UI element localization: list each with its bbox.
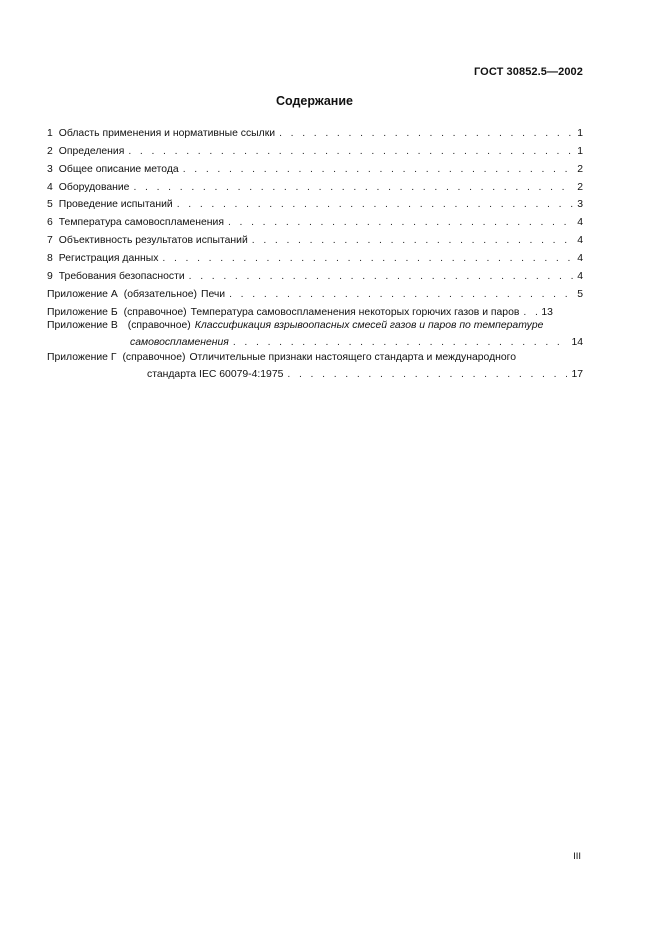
appendix-label: Приложение А — [47, 288, 118, 300]
toc-entry-number: 2 — [47, 145, 53, 157]
toc-entry-number: 5 — [47, 199, 53, 211]
appendix-kind: (справочное) — [123, 306, 187, 318]
toc-entry-number: 3 — [47, 163, 53, 175]
toc-entry-page: 2 — [577, 181, 583, 193]
dot-leader — [183, 163, 574, 176]
dot-leader — [252, 234, 573, 247]
toc-entry-page: 4 — [577, 235, 583, 247]
toc-entry-1[interactable] — [47, 122, 583, 140]
dot-leader — [279, 127, 573, 140]
toc-entry-title: Регистрация данных — [58, 253, 159, 265]
toc-appendix-a[interactable] — [47, 283, 583, 301]
toc-entry-title: Оборудование — [58, 181, 130, 193]
toc-entry-page: 2 — [577, 163, 583, 175]
toc-entry-3[interactable] — [47, 158, 583, 176]
toc-entry-title: Объективность результатов испытаний — [58, 235, 248, 247]
appendix-title-line1: Отличительные признаки настоящего стандарта и международного — [189, 351, 517, 363]
appendix-page: 14 — [571, 336, 583, 348]
toc-entry-page: 4 — [577, 271, 583, 283]
toc-title: Содержание — [275, 94, 353, 108]
toc-entry-9[interactable] — [47, 265, 583, 283]
appendix-kind: (справочное) — [122, 351, 186, 363]
dot-leader — [229, 288, 573, 301]
page-folio: III — [573, 851, 581, 862]
toc-entry-number: 7 — [47, 235, 53, 247]
appendix-page: 5 — [577, 288, 583, 300]
toc-entry-6[interactable] — [47, 211, 583, 229]
appendix-title-line2: стандарта IEC 60079-4:1975 — [147, 368, 284, 380]
appendix-title: Температура самовоспламенения некоторых горючих газов и паров — [190, 306, 520, 318]
toc-entry-number: 6 — [47, 217, 53, 229]
toc-entry-4[interactable] — [47, 176, 583, 194]
toc-appendix-v[interactable] — [47, 319, 583, 349]
toc-entry-title: Область применения и нормативные ссылки — [58, 127, 276, 139]
toc-entry-2[interactable] — [47, 140, 583, 158]
dot-leader — [189, 270, 574, 283]
toc-appendix-b[interactable] — [47, 301, 583, 319]
toc-entry-number: 9 — [47, 271, 53, 283]
toc-entry-title: Температура самовоспламенения — [58, 217, 224, 229]
appendix-title-line1: Классификация взрывоопасных смесей газов и паров по температуре — [194, 319, 544, 331]
toc-entry-number: 1 — [47, 127, 53, 139]
toc-entry-page: 4 — [577, 217, 583, 229]
document-id: ГОСТ 30852.5—2002 — [473, 66, 583, 78]
appendix-kind: (обязательное) — [123, 288, 197, 300]
toc-appendix-g[interactable] — [47, 351, 583, 381]
dot-leader — [128, 145, 573, 158]
appendix-page: 17 — [571, 368, 583, 380]
toc-entry-title: Определения — [58, 145, 125, 157]
toc-entry-page: 4 — [577, 253, 583, 265]
toc-entry-page: 3 — [577, 199, 583, 211]
appendix-title-line2: самовоспламенения — [130, 336, 229, 348]
table-of-contents — [47, 122, 583, 383]
toc-entry-5[interactable] — [47, 194, 583, 212]
toc-entry-title: Проведение испытаний — [58, 199, 173, 211]
appendix-kind: (справочное) — [127, 319, 191, 331]
appendix-label: Приложение Г — [47, 351, 117, 363]
dot-leader — [133, 181, 573, 194]
appendix-page: 13 — [541, 306, 553, 318]
dot-leader — [162, 252, 573, 265]
toc-entry-page: 1 — [577, 145, 583, 157]
toc-entry-page: 1 — [577, 127, 583, 139]
toc-entry-number: 8 — [47, 253, 53, 265]
dot-leader — [523, 306, 537, 319]
toc-entry-title: Требования безопасности — [58, 271, 185, 283]
dot-leader — [287, 368, 567, 381]
dot-leader — [228, 216, 573, 229]
dot-leader — [233, 336, 568, 349]
appendix-title: Печи — [200, 288, 226, 300]
appendix-label: Приложение В — [47, 319, 118, 331]
toc-entry-7[interactable] — [47, 229, 583, 247]
toc-entry-8[interactable] — [47, 247, 583, 265]
appendix-label: Приложение Б — [47, 306, 118, 318]
dot-leader — [177, 198, 574, 211]
toc-entry-number: 4 — [47, 181, 53, 193]
toc-entry-title: Общее описание метода — [58, 163, 179, 175]
